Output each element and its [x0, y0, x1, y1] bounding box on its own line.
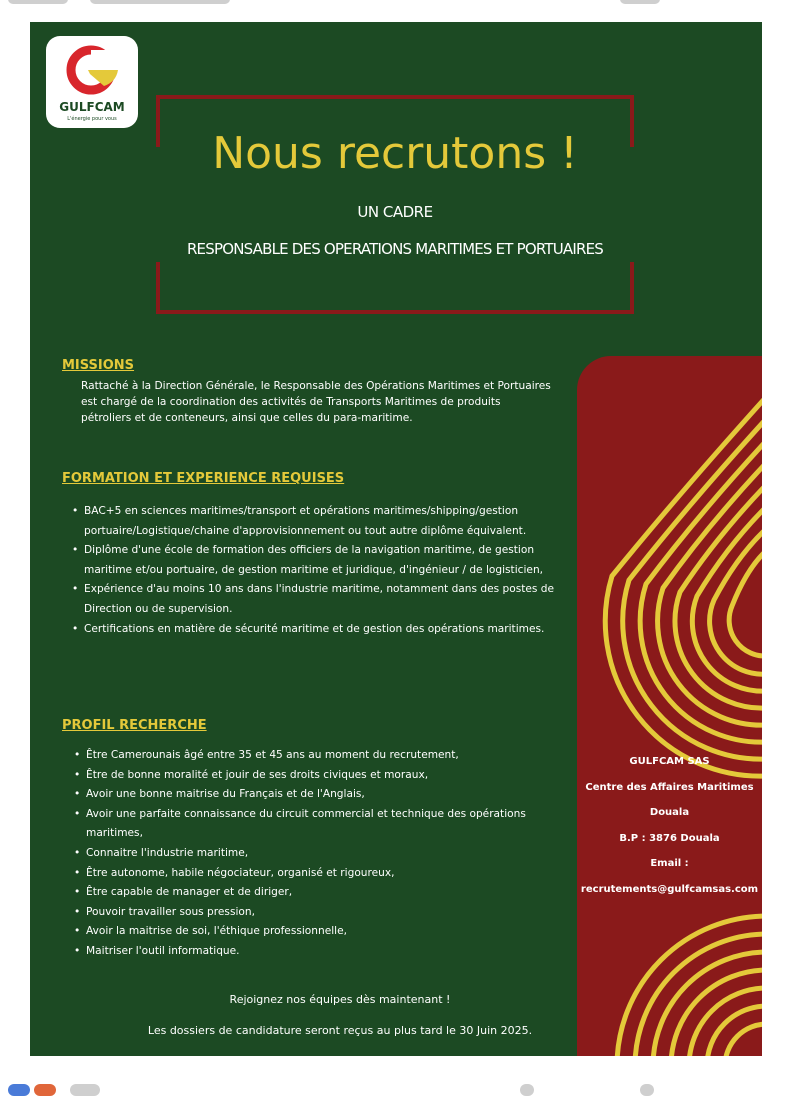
profil-heading: PROFIL RECHERCHE	[62, 718, 207, 733]
contact-email-label: Email :	[650, 858, 689, 870]
missions-text: Rattaché à la Direction Générale, le Responsable des Opérations Maritimes et Portuaires est chargé de la coordination des activités de Transports Maritimes de produits pétroliers et de conteneurs, ainsi que celles du para-maritime.	[81, 380, 551, 424]
list-item: • Certifications en matière de sécurité maritime et de gestion des opérations maritimes.	[70, 620, 570, 640]
formation-heading: FORMATION ET EXPERIENCE REQUISES	[62, 471, 345, 486]
contact-block	[577, 749, 762, 903]
list-item: • Être de bonne moralité et jouir de ses droits civiques et moraux,	[72, 766, 552, 786]
poster-title: Nous recrutons !	[212, 128, 578, 179]
contact-email-link[interactable]: recrutements@gulfcamsas.com	[580, 883, 759, 895]
recruitment-poster	[30, 22, 762, 1056]
call-to-action: Rejoignez nos équipes dès maintenant !	[229, 993, 451, 1006]
list-item: • Maitriser l'outil informatique.	[72, 942, 552, 962]
list-item: • Avoir la maitrise de soi, l'éthique professionnelle,	[72, 922, 552, 942]
list-item: • Pouvoir travailler sous pression,	[72, 903, 552, 923]
list-item: • Avoir une parfaite connaissance du circuit commercial et technique des opérations maritimes,	[72, 805, 552, 844]
bottom-cropped-strip	[0, 1058, 788, 1092]
position-level: UN CADRE	[357, 203, 433, 221]
contact-po-box: B.P : 3876 Douala	[619, 832, 720, 844]
list-item: • Connaitre l'industrie maritime,	[72, 844, 552, 864]
formation-list	[70, 502, 570, 639]
company-logo	[46, 36, 138, 128]
logo-brand-name: GULFCAM	[59, 100, 125, 114]
gulfcam-g-icon	[46, 36, 138, 128]
missions-heading: MISSIONS	[62, 358, 135, 373]
list-item: • Avoir une bonne maitrise du Français et de l'Anglais,	[72, 785, 552, 805]
profil-list	[72, 746, 552, 962]
list-item: • Être capable de manager et de diriger,	[72, 883, 552, 903]
list-item: • Expérience d'au moins 10 ans dans l'industrie maritime, notamment dans des postes de Direction ou de supervision.	[70, 580, 570, 619]
list-item: • Diplôme d'une école de formation des officiers de la navigation maritime, de gestion maritime et/ou portuaire, de gestion maritime et juridique, d'ingénieur / de logisticien,	[70, 541, 570, 580]
contact-address: Centre des Affaires Maritimes	[585, 781, 754, 793]
oil-drop-rings-icon	[577, 356, 762, 1056]
application-deadline: Les dossiers de candidature seront reçus au plus tard le 30 Juin 2025.	[147, 1024, 533, 1037]
contact-company: GULFCAM SAS	[629, 756, 710, 767]
list-item: • Être Camerounais âgé entre 35 et 45 ans au moment du recrutement,	[72, 746, 552, 766]
list-item: • BAC+5 en sciences maritimes/transport et opérations maritimes/shipping/gestion portuaire/Logistique/chaine d'approvisionnement ou tout autre diplôme équivalent.	[70, 502, 570, 541]
contact-panel	[577, 356, 762, 1056]
list-item: • Être autonome, habile négociateur, organisé et rigoureux,	[72, 864, 552, 884]
position-title: RESPONSABLE DES OPERATIONS MARITIMES ET PORTUAIRES	[186, 240, 604, 258]
top-cropped-strip	[0, 0, 788, 20]
logo-tagline: L'énergie pour vous	[67, 116, 117, 122]
contact-city: Douala	[649, 807, 690, 819]
